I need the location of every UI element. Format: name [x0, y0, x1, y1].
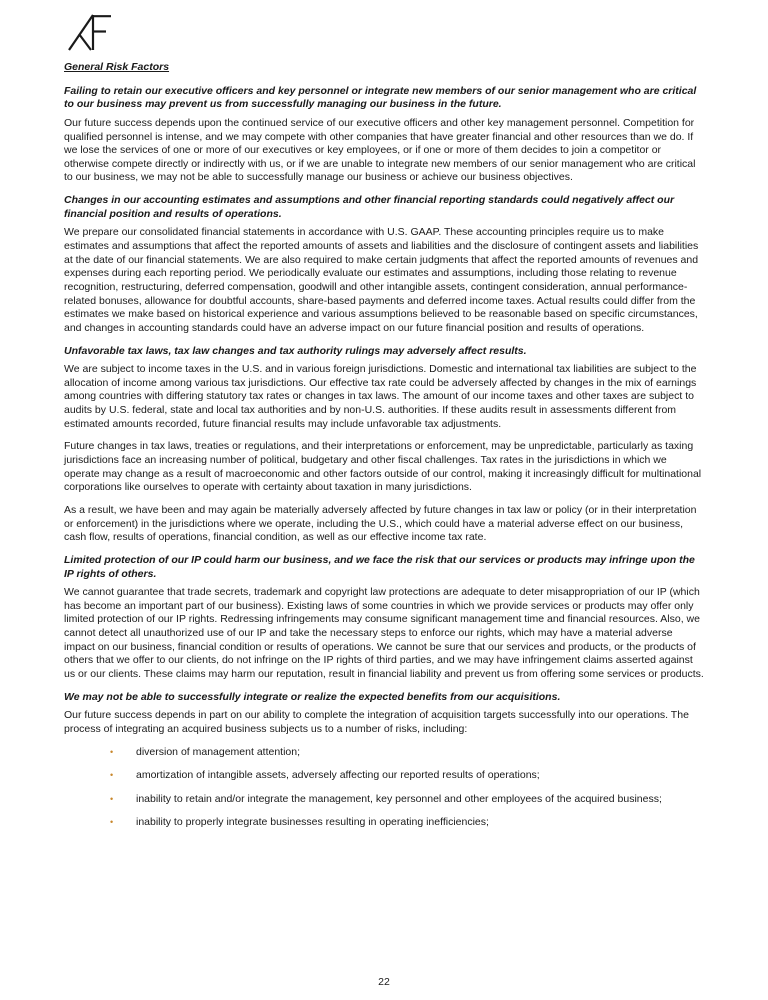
paragraph: Our future success depends upon the continued service of our executive officers and other key management personnel. Competition for qualified personnel is intense, and we may compete with other companies that have greater financial and other resources than we do. If we lose the services of one or more of our executives or key employees, or if one or more of them decides to join a competitor or otherwise compete directly or indirectly with us, or if we are unable to integrate new members of our senior management who are critical to our business, we may not be able to successfully manage our business or achieve our business objectives. — [64, 116, 696, 184]
paragraph: We prepare our consolidated financial statements in accordance with U.S. GAAP. These accounting principles require us to make estimates and assumptions that affect the reported amounts of assets and liabilities and the disclosure of contingent assets and liabilities at the date of our financial statements. We are also required to make certain judgments that affect the reported amounts of revenues and expenses during each reporting period. We periodically evaluate our estimates and assumptions, including those relating to revenue recognition, restructuring, deferred compensation, goodwill and other intangible assets, contingent consideration, annual performance-related bonuses, allowance for doubtful accounts, share-based payments and deferred income taxes. Actual results could differ from the estimates we make based on historical experience and various assumptions believed to be reasonable based on specific circumstances, and changes in accounting standards could have an adverse impact on our future financial position and results of operations. — [64, 226, 699, 334]
bullet-icon: • — [110, 770, 114, 781]
paragraph: As a result, we have been and may again be materially adversely affected by future changes in tax law or policy (or in their interpretation or enforcement) in the jurisdictions where we operate, including the U.S., which could have a material adverse effect on our business, cash flow, results of operations, financial condition, as well as our effective income tax rate. — [64, 503, 697, 544]
section-title: General Risk Factors — [64, 61, 170, 73]
risk-heading-tax: Unfavorable tax laws, tax law changes and tax authority rulings may adversely affect results. — [64, 344, 527, 357]
korn-ferry-logo-icon — [66, 13, 114, 53]
list-item-text: inability to properly integrate businesses resulting in operating inefficiencies; — [136, 816, 489, 829]
paragraph: We cannot guarantee that trade secrets, trademark and copyright law protections are adequate to deter misappropriation of our IP (which has become an important part of our business). Existing laws of some countries in which we provide services or products may offer only limited protection of our IP rights. Redressing infringements may consume significant management time and financial resources. Also, we cannot detect all unauthorized use of our IP and take the necessary steps to enforce our rights, which may have a material adverse impact on our business, financial condition or results of operations. We cannot be sure that our services and products, or the products of others that we offer to our clients, do not infringe on the IP rights of third parties, and we may have infringement claims asserted against us or our clients. These claims may harm our reputation, result in financial liability and prevent us from offering some services or products. — [64, 586, 704, 680]
document-body — [64, 61, 705, 840]
bullet-icon: • — [110, 817, 114, 828]
bullet-icon: • — [110, 793, 114, 804]
list-item — [64, 769, 705, 783]
bullet-icon: • — [110, 746, 114, 757]
paragraph: Future changes in tax laws, treaties or regulations, and their interpretations or enforcement, may be unpredictable, particularly as taxing jurisdictions face an increasing number of political, budgetary and other fiscal challenges. Tax rates in the jurisdictions in which we operate may change as a result of macroeconomic and other factors outside of our control, making it increasingly difficult for multinational corporations like ourselves to operate with certainty about taxation in many jurisdictions. — [64, 440, 702, 494]
risk-heading-acquisitions: We may not be able to successfully integrate or realize the expected benefits from our acquisitions. — [64, 690, 561, 703]
risk-heading-ip: Limited protection of our IP could harm our business, and we face the risk that our services or products may infringe upon the IP rights of others. — [64, 553, 695, 580]
list-item — [64, 793, 705, 807]
list-item-text: diversion of management attention; — [136, 745, 301, 758]
list-item-text: inability to retain and/or integrate the management, key personnel and other employees of the acquired business; — [136, 792, 662, 805]
risk-heading-retention: Failing to retain our executive officers and key personnel or integrate new members of our senior management who are critical to our business may prevent us from successfully managing our business in the future. — [64, 84, 697, 111]
acquisition-risk-list — [64, 746, 705, 831]
list-item — [64, 746, 705, 760]
risk-heading-accounting: Changes in our accounting estimates and assumptions and other financial reporting standards could negatively affect our financial position and results of operations. — [64, 194, 675, 220]
list-item — [64, 816, 705, 830]
paragraph: We are subject to income taxes in the U.S. and in various foreign jurisdictions. Domestic and international tax liabilities are subject to the allocation of income among various tax jurisdictions. Our effective tax rate could be adversely affected by changes in the mix of earnings among countries with differing statutory tax rates or changes in tax laws. The amount of our income taxes and other taxes are subject to audits by U.S. federal, state and local tax authorities and by non-U.S. authorities. If these audits result in assessments different from estimated amounts recorded, future financial results may include unfavorable tax adjustments. — [64, 363, 697, 430]
paragraph: Our future success depends in part on our ability to complete the integration of acquisition targets successfully into our operations. The process of integrating an acquired business subjects us to a number of risks, including: — [64, 709, 689, 735]
list-item-text: amortization of intangible assets, adversely affecting our reported results of operations; — [136, 769, 540, 782]
page-number: 22 — [378, 976, 390, 988]
